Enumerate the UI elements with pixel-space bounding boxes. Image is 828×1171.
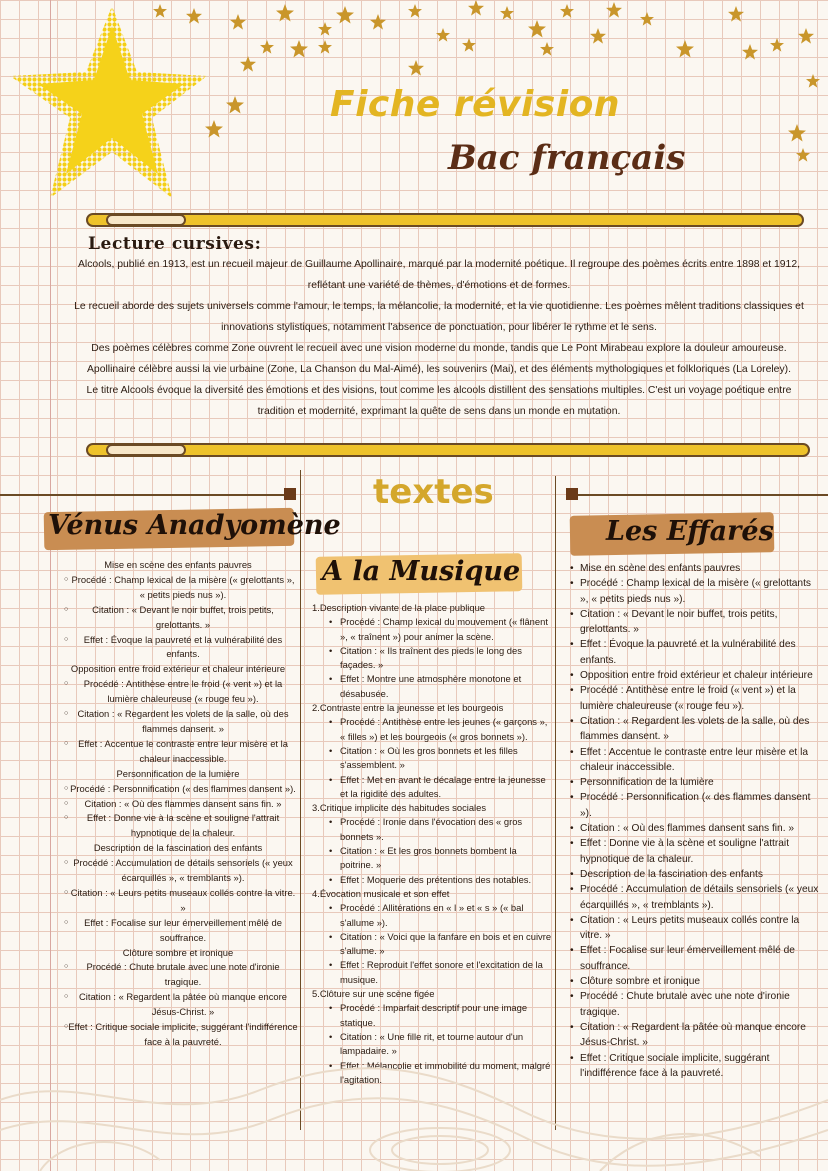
musique-note-detail: • Effet : Mélancolie et immobilité du moment, malgré l'agitation. [312,1059,552,1088]
venus-note-heading: Clôture sombre et ironique [122,946,234,958]
venus-notes [58,558,298,1050]
effares-note-item: • Citation : « Leurs petits museaux collés contre la vitre. » [568,913,822,944]
intro-heading: Lecture cursives: [88,234,262,254]
venus-note-detail: ○ Procédé : Champ lexical de la misère (« grelottants », « petits pieds nus »). [58,573,298,603]
musique-note-detail: • Effet : Moquerie des prétentions des notables. [312,873,552,887]
musique-note-heading: 2.Contraste entre la jeunesse et les bourgeois [312,702,504,714]
intro-text [74,254,804,422]
venus-note-detail: ○ Procédé : Antithèse entre le froid (« vent ») et la lumière chaleureuse (« rouge feu »). [58,677,298,707]
venus-note-heading: Opposition entre froid extérieur et chaleur intérieure [70,663,286,675]
venus-note-detail: ○ Procédé : Chute brutale avec une note d'ironie tragique. [58,960,298,990]
column-divider [300,470,301,1130]
musique-note-detail: • Citation : « Où les gros bonnets et les filles s'assemblent. » [312,744,552,773]
musique-note-heading: 5.Clôture sur une scène figée [312,988,435,1000]
musique-note-detail: • Procédé : Imparfait descriptif pour une image statique. [312,1001,552,1030]
musique-note-detail: • Procédé : Allitérations en « l » et « s » (« bal s'allume »). [312,901,552,930]
venus-note-detail: ○ Effet : Donne vie à la scène et souligne l'attrait hypnotique de la chaleur. [58,811,298,841]
effares-note-item: • Citation : « Regardent les volets de la salle, où des flammes dansent. » [568,714,822,745]
musique-note-detail: • Procédé : Champ lexical du mouvement (« flânent », « traînent ») pour animer la scène. [312,615,552,644]
venus-title: Vénus Anadyomène [48,510,341,541]
intro-paragraph: Des poèmes célèbres comme Zone ouvrent le recueil avec une vision moderne du monde, tandis que Le Pont Mirabeau explore la douleur amoureuse. Apollinaire célèbre aussi la vie urbaine (Zone, La Chanson du Mal-Aimé), les souvenirs (Mai), et des éléments mythologiques et folkloriques (La Loreley). [86,343,792,375]
musique-note-detail: • Effet : Reproduit l'effet sonore et l'excitation de la musique. [312,958,552,987]
musique-notes [312,601,552,1087]
effares-note-item: • Citation : « Regardent la pâtée où manque encore Jésus-Christ. » [568,1020,822,1051]
rule-end-square [566,488,578,500]
musique-note-heading: 4.Évocation musicale et son effet [312,887,450,899]
effares-note-item: • Description de la fascination des enfants [568,867,822,882]
rule-end-square [284,488,296,500]
effares-note-item: • Effet : Donne vie à la scène et souligne l'attrait hypnotique de la chaleur. [568,836,822,867]
musique-note-heading: 1.Description vivante de la place publique [312,602,486,613]
effares-note-item: • Citation : « Où des flammes dansent sans fin. » [568,821,822,836]
bottom-progress-bar [86,443,810,457]
musique-note-detail: • Procédé : Antithèse entre les jeunes (« garçons », « filles ») et les bourgeois (« gros bonnets »). [312,715,552,744]
intro-paragraph: Le recueil aborde des sujets universels comme l'amour, le temps, la mélancolie, la modernité, et la vie quotidienne. Les poèmes mêlent traditions classiques et innovations stylistiques, notamment l'absence de ponctuation, pour libérer le rythme et le sens. [74,301,804,333]
musique-note-detail: • Citation : « Une fille rit, et tourne autour d'un lampadaire. » [312,1030,552,1059]
effares-note-item: • Mise en scène des enfants pauvres [568,561,822,576]
effares-note-item: • Personnification de la lumière [568,775,822,790]
effares-note-item: • Procédé : Accumulation de détails sensoriels (« yeux écarquillés », « tremblants »). [568,882,822,913]
musique-note-detail: • Citation : « Et les gros bonnets bombent la poitrine. » [312,844,552,873]
venus-note-heading: Mise en scène des enfants pauvres [104,559,252,570]
page-title: Fiche révision [330,84,620,125]
venus-note-detail: ○ Effet : Critique sociale implicite, suggérant l'indifférence face à la pauvreté. [58,1020,298,1050]
venus-note-heading: Personnification de la lumière [116,767,240,779]
effares-note-item: • Clôture sombre et ironique [568,974,822,989]
bar-knob [106,214,186,226]
venus-note-detail: ○ Procédé : Personnification (« des flammes dansent »). [58,782,298,797]
effares-note-item: • Procédé : Chute brutale avec une note d'ironie tragique. [568,989,822,1020]
intro-paragraph: Le titre Alcools évoque la diversité des émotions et des visions, tout comme les alcools distillent des sensations multiples. C'est un voyage poétique entre tradition et modernité, exprimant la quête de sens dans un monde en mutation. [86,385,792,417]
venus-note-detail: ○ Procédé : Accumulation de détails sensoriels (« yeux écarquillés », « tremblants »). [58,856,298,886]
bar-knob [106,444,186,456]
venus-note-detail: ○ Effet : Focalise sur leur émerveillement mêlé de souffrance. [58,916,298,946]
venus-note-detail: ○ Effet : Accentue le contraste entre leur misère et la chaleur inaccessible. [58,737,298,767]
effares-title: Les Effarés [606,516,774,547]
musique-note-detail: • Procédé : Ironie dans l'évocation des « gros bonnets ». [312,815,552,844]
effares-notes [568,561,822,1081]
section-title: textes [373,472,494,512]
effares-note-item: • Effet : Critique sociale implicite, suggérant l'indifférence face à la pauvreté. [568,1051,822,1082]
venus-note-detail: ○ Citation : « Regardent les volets de la salle, où des flammes dansent. » [58,707,298,737]
effares-note-item: • Opposition entre froid extérieur et chaleur intérieure [568,668,822,683]
page-subtitle: Bac français [448,138,686,178]
venus-note-detail: ○ Citation : « Regardent la pâtée où manque encore Jésus-Christ. » [58,990,298,1020]
effares-note-item: • Procédé : Champ lexical de la misère (« grelottants », « petits pieds nus »). [568,576,822,607]
effares-note-item: • Procédé : Antithèse entre le froid (« vent ») et la lumière chaleureuse (« rouge feu »). [568,683,822,714]
musique-note-detail: • Effet : Met en avant le décalage entre la jeunesse et la rigidité des adultes. [312,773,552,802]
musique-note-heading: 3.Critique implicite des habitudes sociales [312,802,487,814]
musique-note-detail: • Effet : Montre une atmosphère monotone et désabusée. [312,672,552,701]
venus-note-detail: ○ Citation : « Leurs petits museaux collés contre la vitre. » [58,886,298,916]
section-rule-right [570,494,828,496]
musique-note-detail: • Citation : « Ils traînent des pieds le long des façades. » [312,644,552,673]
intro-paragraph: Alcools, publié en 1913, est un recueil majeur de Guillaume Apollinaire, marqué par la modernité poétique. Il regroupe des poèmes écrits entre 1898 et 1912, reflétant une variété de thèmes, d'émotions et de formes. [77,259,800,291]
effares-note-item: • Effet : Évoque la pauvreté et la vulnérabilité des enfants. [568,637,822,668]
venus-note-detail: ○ Citation : « Où des flammes dansent sans fin. » [58,797,298,812]
section-rule-left [0,494,290,496]
effares-note-item: • Effet : Focalise sur leur émerveillement mêlé de souffrance. [568,943,822,974]
venus-note-detail: ○ Effet : Évoque la pauvreté et la vulnérabilité des enfants. [58,633,298,663]
top-progress-bar [86,213,804,227]
effares-note-item: • Effet : Accentue le contraste entre leur misère et la chaleur inaccessible. [568,745,822,776]
venus-note-heading: Description de la fascination des enfants [93,842,263,854]
venus-note-detail: ○ Citation : « Devant le noir buffet, trois petits, grelottants. » [58,603,298,633]
column-divider [555,476,556,1130]
effares-note-item: • Citation : « Devant le noir buffet, trois petits, grelottants. » [568,607,822,638]
musique-title: A la Musique [322,556,521,587]
musique-note-detail: • Citation : « Voici que la fanfare en bois et en cuivre s'allume. » [312,930,552,959]
effares-note-item: • Procédé : Personnification (« des flammes dansent »). [568,790,822,821]
